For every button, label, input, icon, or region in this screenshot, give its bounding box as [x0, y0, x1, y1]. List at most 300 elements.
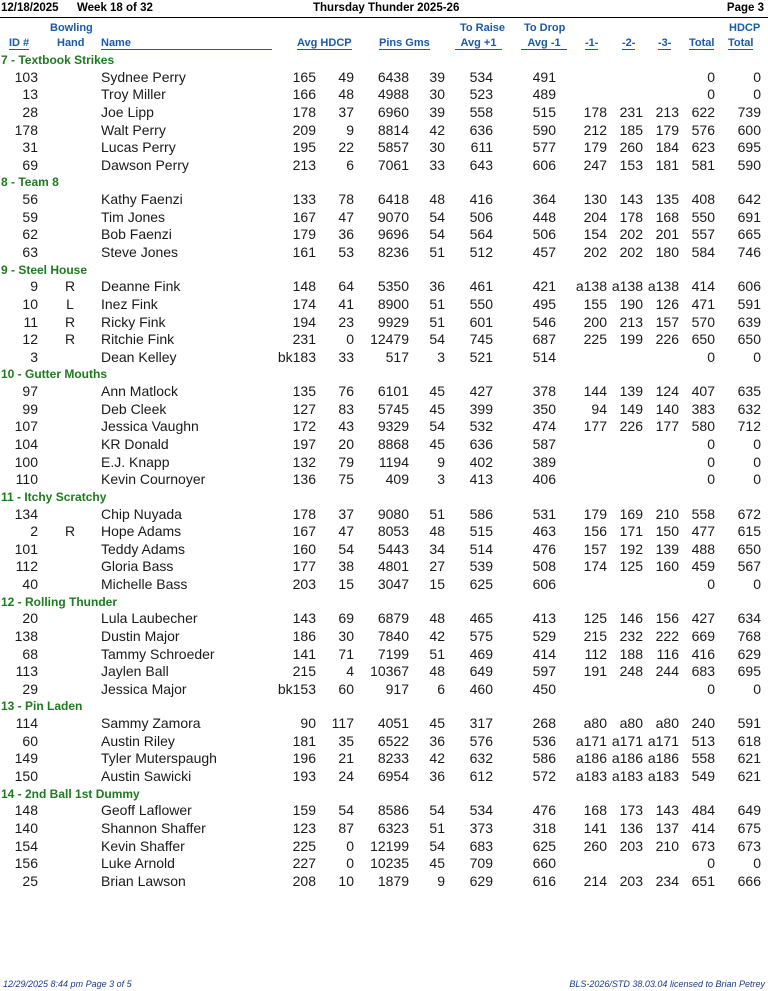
game2-score: 173 [619, 802, 643, 819]
bowler-row [0, 873, 768, 891]
bowler-id: 140 [14, 820, 38, 836]
handicap-total: 650 [737, 331, 761, 348]
game3-score: 179 [655, 121, 679, 138]
bowler-hand: R [64, 331, 76, 348]
bowler-row [0, 314, 768, 332]
bowler-to-drop: 536 [532, 732, 556, 749]
bowler-row [0, 663, 768, 681]
game2-score: 248 [619, 663, 643, 680]
game1-score: 112 [584, 645, 607, 662]
game2-score: 231 [619, 104, 643, 120]
series-total: 673 [691, 837, 715, 854]
bowler-average: 177 [292, 558, 316, 575]
bowler-pins: 4051 [377, 715, 409, 732]
bowler-handicap: 4 [346, 663, 354, 680]
bowler-pins: 4801 [377, 558, 409, 575]
bowler-pins: 12199 [370, 837, 409, 854]
bowler-to-drop: 463 [532, 523, 556, 540]
bowler-pins: 6438 [377, 68, 409, 85]
game1-score: 155 [583, 296, 607, 312]
bowler-games: 48 [429, 663, 445, 680]
series-total: 414 [691, 820, 715, 836]
bowler-average: 174 [292, 296, 316, 312]
bowler-games: 33 [429, 156, 445, 173]
bowler-to-drop: 476 [532, 540, 556, 557]
bowler-games: 3 [437, 471, 445, 488]
bowler-name: Tim Jones [101, 208, 166, 225]
bowler-to-drop: 421 [532, 278, 556, 295]
report-date: 12/18/2025 [1, 2, 59, 14]
bowler-handicap: 49 [338, 68, 354, 85]
bowler-pins: 6418 [377, 191, 409, 208]
game2-score: a138 [611, 278, 643, 295]
bowler-handicap: 33 [338, 348, 354, 365]
bowler-name: Tyler Muterspaugh [101, 750, 217, 767]
game2-score: 139 [619, 383, 643, 400]
bowler-pins: 517 [385, 348, 409, 365]
bowler-id: 28 [22, 104, 38, 120]
series-total: 623 [691, 139, 715, 156]
game2-score: 153 [619, 156, 643, 173]
series-total: 471 [691, 296, 715, 312]
bowler-id: 104 [14, 436, 38, 452]
team-header: 13 - Pin Laden [1, 699, 83, 714]
bowler-to-raise: 532 [469, 418, 493, 435]
bowler-row [0, 104, 768, 122]
bowler-average: 148 [292, 278, 316, 295]
bowler-to-drop: 318 [532, 820, 556, 836]
game3-score: a171 [647, 732, 679, 749]
bowler-name: Chip Nuyada [101, 505, 182, 522]
bowler-id: 68 [22, 645, 38, 662]
bowler-name: Brian Lawson [101, 872, 186, 889]
bowler-pins: 8053 [377, 523, 409, 540]
bowler-name: Shannon Shaffer [101, 820, 206, 836]
game3-score: 143 [655, 802, 679, 819]
bowler-to-drop: 450 [532, 680, 556, 697]
bowler-to-drop: 587 [532, 436, 556, 452]
bowler-row [0, 383, 768, 401]
handicap-total: 632 [737, 400, 761, 417]
series-total: 0 [707, 436, 715, 452]
game1-score: 177 [583, 418, 607, 435]
game2-score: 190 [619, 296, 643, 312]
game3-score: a80 [655, 715, 679, 732]
bowler-to-raise: 564 [469, 226, 493, 243]
bowler-name: Kathy Faenzi [101, 191, 183, 208]
handicap-total: 621 [737, 768, 761, 784]
bowler-to-raise: 612 [469, 768, 493, 784]
handicap-total: 621 [737, 750, 761, 767]
handicap-total: 0 [753, 855, 761, 872]
game3-score: 180 [655, 244, 679, 260]
league-title: Thursday Thunder 2025-26 [313, 2, 460, 14]
bowler-name: KR Donald [101, 436, 169, 452]
bowler-row [0, 86, 768, 104]
bowler-to-drop: 508 [532, 558, 556, 575]
bowler-average: 127 [292, 400, 316, 417]
bowler-average: 136 [292, 471, 316, 488]
bowler-to-raise: 611 [470, 139, 493, 156]
bowler-to-drop: 586 [532, 750, 556, 767]
bowler-pins: 5443 [377, 540, 409, 557]
bowler-name: Austin Sawicki [101, 768, 192, 784]
bowler-to-raise: 534 [469, 802, 493, 819]
bowler-to-raise: 506 [469, 208, 493, 225]
bowler-to-raise: 643 [469, 156, 493, 173]
bowler-handicap: 41 [338, 296, 354, 312]
bowler-to-drop: 406 [532, 471, 556, 488]
bowler-pins: 9929 [377, 313, 409, 330]
game1-score: 130 [583, 191, 607, 208]
bowler-name: Luke Arnold [101, 855, 175, 872]
bowler-name: Tammy Schroeder [101, 645, 215, 662]
bowler-average: 135 [292, 383, 316, 400]
bowler-handicap: 47 [338, 208, 354, 225]
series-total: 240 [691, 715, 715, 732]
bowler-handicap: 76 [338, 383, 354, 400]
game1-score: 214 [583, 872, 607, 889]
game2-score: 149 [619, 400, 643, 417]
game1-score: 144 [583, 383, 607, 400]
bowler-name: Gloria Bass [101, 558, 174, 575]
series-total: 669 [691, 628, 715, 644]
bowler-to-drop: 389 [532, 453, 556, 470]
bowler-pins: 1194 [378, 453, 409, 470]
handicap-total: 0 [753, 576, 761, 592]
bowler-to-drop: 687 [532, 331, 556, 348]
bowler-row [0, 139, 768, 157]
bowler-to-drop: 413 [532, 610, 556, 627]
bowler-name: Teddy Adams [101, 540, 186, 557]
handicap-total: 695 [737, 663, 761, 680]
bowler-to-raise: 550 [469, 296, 493, 312]
header-avg-hdcp: Avg HDCP [297, 37, 352, 49]
handicap-total: 0 [753, 436, 761, 452]
bowler-id: 114 [15, 715, 38, 732]
header-game2: -2- [622, 37, 636, 49]
game2-score: 178 [619, 208, 643, 225]
series-total: 570 [691, 313, 715, 330]
bowler-id: 138 [14, 628, 38, 644]
handicap-total: 746 [737, 244, 761, 260]
bowler-to-raise: 576 [469, 732, 493, 749]
series-total: 683 [691, 663, 715, 680]
game3-score: 116 [656, 645, 679, 662]
bowler-handicap: 117 [331, 715, 354, 732]
game3-score: 160 [655, 558, 679, 575]
bowler-handicap: 20 [338, 436, 354, 452]
team-header: 14 - 2nd Ball 1st Dummy [1, 786, 140, 801]
bowler-name: Sydnee Perry [101, 68, 186, 85]
bowler-average: 209 [292, 121, 316, 138]
series-total: 0 [707, 453, 715, 470]
handicap-total: 739 [737, 104, 761, 120]
bowler-games: 54 [429, 418, 445, 435]
bowler-pins: 9329 [377, 418, 409, 435]
bowler-to-raise: 625 [469, 576, 493, 592]
series-total: 584 [691, 244, 715, 260]
bowler-to-raise: 632 [469, 750, 493, 767]
bowler-to-drop: 495 [532, 296, 556, 312]
bowler-id: 100 [14, 453, 38, 470]
bowler-id: 20 [22, 610, 38, 627]
game3-score: 213 [655, 104, 679, 120]
bowler-games: 9 [437, 453, 445, 470]
game2-score: 213 [619, 313, 643, 330]
game1-score: 156 [583, 523, 607, 540]
bowler-id: 13 [22, 86, 38, 103]
bowler-to-drop: 476 [532, 802, 556, 819]
bowler-row [0, 838, 768, 856]
game3-score: 140 [655, 400, 679, 417]
bowler-average: 159 [292, 802, 316, 819]
game1-score: 247 [583, 156, 607, 173]
bowler-games: 45 [429, 383, 445, 400]
game1-score: a171 [575, 732, 607, 749]
bowler-games: 51 [429, 313, 445, 330]
bowler-to-raise: 317 [469, 715, 493, 732]
bowler-to-drop: 590 [532, 121, 556, 138]
bowler-handicap: 24 [338, 768, 354, 784]
bowler-handicap: 79 [338, 453, 354, 470]
bowler-name: Walt Perry [101, 121, 166, 138]
bowler-row [0, 331, 768, 349]
bowler-pins: 9696 [377, 226, 409, 243]
bowler-name: Ricky Fink [101, 313, 166, 330]
bowler-to-raise: 636 [469, 436, 493, 452]
bowler-id: 99 [22, 400, 38, 417]
game1-score: 202 [583, 244, 607, 260]
bowler-pins: 7061 [377, 156, 409, 173]
bowler-pins: 9080 [377, 505, 409, 522]
game1-score: 191 [583, 663, 607, 680]
bowler-to-raise: 523 [469, 86, 493, 103]
bowler-average: 208 [292, 872, 316, 889]
handicap-total: 650 [737, 540, 761, 557]
series-total: 0 [707, 68, 715, 85]
bowler-name: Dean Kelley [101, 348, 177, 365]
bowler-to-drop: 531 [532, 505, 556, 522]
bowler-id: 178 [14, 121, 38, 138]
bowler-games: 45 [429, 855, 445, 872]
bowler-games: 51 [429, 645, 445, 662]
bowler-pins: 7199 [377, 645, 409, 662]
bowler-pins: 10235 [370, 855, 409, 872]
header-hdcp-total: Total [728, 37, 754, 49]
game3-score: 157 [655, 313, 679, 330]
handicap-total: 665 [737, 226, 761, 243]
bowler-games: 3 [437, 348, 445, 365]
bowler-handicap: 54 [338, 540, 354, 557]
series-total: 558 [691, 750, 715, 767]
game3-score: 137 [655, 820, 679, 836]
series-total: 580 [691, 418, 715, 435]
game1-score: a138 [575, 278, 607, 295]
game2-score: a186 [611, 750, 643, 767]
bowler-handicap: 22 [338, 139, 354, 156]
bowler-handicap: 64 [338, 278, 354, 295]
bowler-games: 54 [429, 331, 445, 348]
bowler-handicap: 0 [346, 855, 354, 872]
bowler-average: 203 [292, 576, 316, 592]
bowler-id: 113 [15, 663, 38, 680]
handicap-total: 0 [753, 86, 761, 103]
bowler-row [0, 418, 768, 436]
bowler-to-raise: 373 [469, 820, 493, 836]
bowler-row [0, 750, 768, 768]
bowler-id: 56 [22, 191, 38, 208]
column-headers [0, 20, 768, 52]
game2-score: 203 [619, 872, 643, 889]
bowler-name: Ritchie Fink [101, 331, 175, 348]
bowler-to-drop: 514 [532, 348, 556, 365]
game3-score: 201 [655, 226, 679, 243]
bowler-average: 167 [292, 523, 316, 540]
team-header: 12 - Rolling Thunder [1, 594, 117, 609]
bowler-handicap: 10 [338, 872, 354, 889]
bowler-to-raise: 402 [469, 453, 493, 470]
bowler-name: Dustin Major [101, 628, 180, 644]
bowler-average: 193 [292, 768, 316, 784]
series-total: 549 [691, 768, 715, 784]
bowler-row [0, 436, 768, 454]
bowler-games: 9 [437, 872, 445, 889]
bowler-average: 186 [292, 628, 316, 644]
series-total: 558 [691, 505, 715, 522]
bowler-to-raise: 636 [469, 121, 493, 138]
bowler-row [0, 541, 768, 559]
header-avg-minus: Avg -1 [521, 37, 567, 50]
bowler-average: 196 [292, 750, 316, 767]
game2-score: 260 [619, 139, 643, 156]
bowler-to-raise: 461 [469, 278, 493, 295]
bowler-row [0, 855, 768, 873]
bowler-handicap: 69 [338, 610, 354, 627]
bowler-average: 132 [292, 453, 316, 470]
series-total: 427 [691, 610, 715, 627]
bowler-games: 34 [429, 540, 445, 557]
game1-score: 212 [583, 121, 607, 138]
game3-score: 156 [655, 610, 679, 627]
bowler-to-drop: 268 [532, 715, 556, 732]
series-total: 416 [691, 645, 715, 662]
bowler-hand: L [66, 296, 74, 312]
series-total: 581 [691, 156, 715, 173]
bowler-id: 107 [14, 418, 38, 435]
bowler-pins: 8868 [377, 436, 409, 452]
game3-score: 177 [655, 418, 679, 435]
bowler-to-raise: 558 [469, 104, 493, 120]
bowler-to-raise: 709 [469, 855, 493, 872]
bowler-handicap: 53 [338, 244, 354, 260]
bowler-id: 10 [22, 296, 38, 312]
handicap-total: 666 [737, 872, 761, 889]
bowler-pins: 6879 [377, 610, 409, 627]
bowler-pins: 6954 [377, 768, 409, 784]
bowler-handicap: 78 [338, 191, 354, 208]
game2-score: a80 [619, 715, 643, 732]
bowler-to-drop: 378 [532, 383, 556, 400]
header-to-drop: To Drop [524, 22, 566, 34]
game3-score: 210 [655, 837, 679, 854]
handicap-total: 639 [737, 313, 761, 330]
header-to-raise: To Raise [460, 22, 506, 34]
bowler-games: 27 [429, 558, 445, 575]
bowler-id: 9 [30, 278, 38, 295]
bowler-games: 39 [429, 68, 445, 85]
bowler-id: 149 [14, 750, 38, 767]
game3-score: 124 [655, 383, 679, 400]
bowler-pins: 12479 [370, 331, 409, 348]
bowler-games: 51 [429, 296, 445, 312]
series-total: 383 [691, 400, 715, 417]
bowler-to-drop: 660 [532, 855, 556, 872]
game1-score: 179 [583, 139, 607, 156]
game3-score: 181 [655, 156, 679, 173]
game1-score: 179 [583, 505, 607, 522]
bowler-name: Joe Lipp [101, 104, 154, 120]
bowler-handicap: 35 [338, 732, 354, 749]
series-total: 0 [707, 471, 715, 488]
week-label: Week 18 of 32 [77, 2, 153, 14]
team-header: 11 - Itchy Scratchy [1, 489, 107, 504]
bowler-id: 2 [30, 523, 38, 540]
game2-score: 169 [619, 505, 643, 522]
bowler-games: 54 [429, 208, 445, 225]
bowler-average: 197 [292, 436, 316, 452]
bowler-to-drop: 448 [532, 208, 556, 225]
bowler-id: 150 [14, 768, 38, 784]
bowler-to-drop: 414 [532, 645, 556, 662]
game1-score: 125 [583, 610, 607, 627]
game3-score: 126 [655, 296, 679, 312]
handicap-total: 567 [737, 558, 761, 575]
series-total: 407 [691, 383, 715, 400]
game2-score: 143 [619, 191, 643, 208]
game3-score: a186 [647, 750, 679, 767]
bowler-pins: 10367 [370, 663, 409, 680]
bowler-handicap: 0 [346, 837, 354, 854]
bowler-pins: 3047 [377, 576, 409, 592]
bowler-average: 172 [292, 418, 316, 435]
bowler-games: 30 [429, 86, 445, 103]
header-id: ID # [9, 37, 30, 49]
game2-score: 185 [619, 121, 643, 138]
bowler-id: 97 [22, 383, 38, 400]
bowler-to-drop: 506 [532, 226, 556, 243]
series-total: 550 [691, 208, 715, 225]
handicap-total: 591 [737, 715, 761, 732]
bowler-games: 48 [429, 523, 445, 540]
bowler-id: 60 [22, 732, 38, 749]
bowler-id: 29 [22, 680, 38, 697]
bowler-pins: 5350 [377, 278, 409, 295]
bowler-average: 161 [292, 244, 316, 260]
bowler-row [0, 278, 768, 296]
bowler-row [0, 506, 768, 524]
bowler-handicap: 6 [346, 156, 354, 173]
handicap-total: 642 [737, 191, 761, 208]
game1-score: a80 [583, 715, 607, 732]
bowler-to-raise: 534 [469, 68, 493, 85]
bowler-id: 11 [23, 313, 38, 330]
bowler-to-raise: 512 [469, 244, 493, 260]
bowler-to-drop: 489 [532, 86, 556, 103]
bowler-name: Michelle Bass [101, 576, 188, 592]
bowler-row [0, 768, 768, 786]
handicap-total: 635 [737, 383, 761, 400]
